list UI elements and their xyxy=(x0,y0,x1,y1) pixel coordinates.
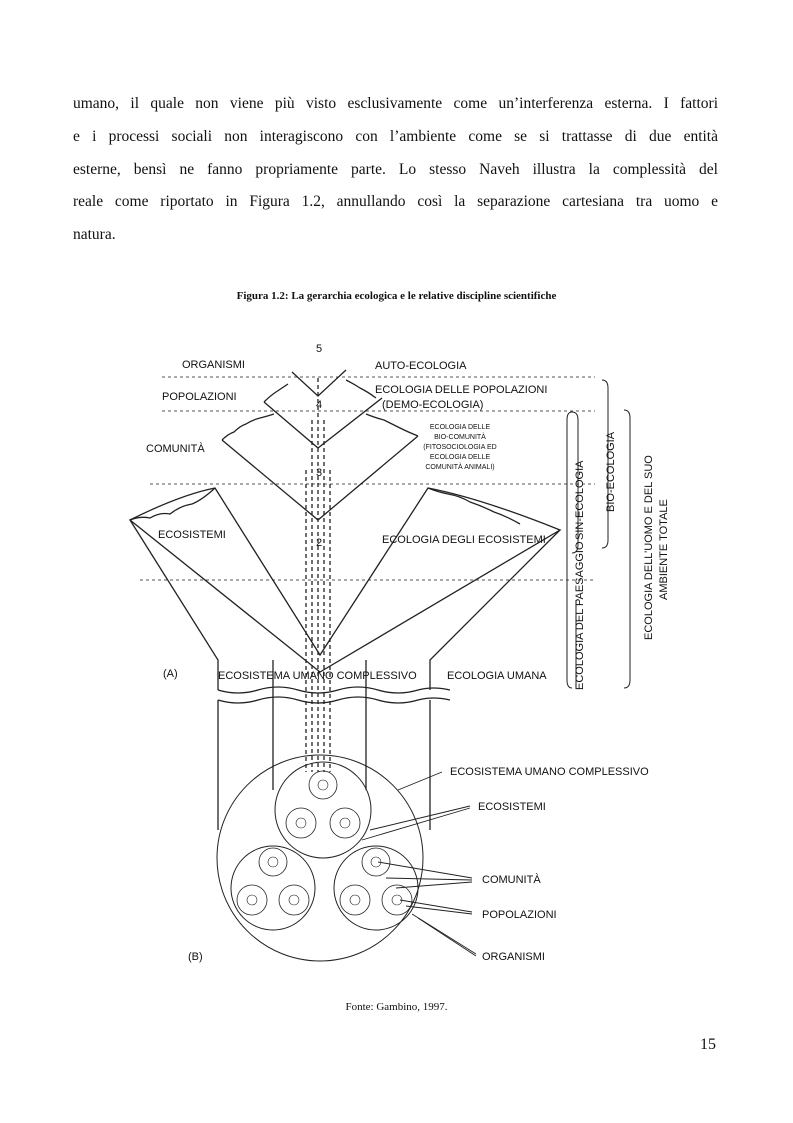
label-demo-ecologia: (DEMO-ECOLOGIA) xyxy=(382,399,484,411)
label-bio-3: (FITOSOCIOLOGIA ED xyxy=(423,444,497,451)
page-number: 15 xyxy=(700,1036,716,1053)
label-ecosistema-umano-b: ECOSISTEMA UMANO COMPLESSIVO xyxy=(450,766,649,778)
label-bio-4: ECOLOGIA DELLE xyxy=(429,454,491,461)
label-ecologia-umana: ECOLOGIA UMANA xyxy=(447,670,547,682)
label-popolazioni: POPOLAZIONI xyxy=(162,391,237,403)
label-ecologia-uomo-2: AMBIENTE TOTALE xyxy=(658,499,670,600)
label-bio-1: ECOLOGIA DELLE xyxy=(429,424,491,431)
label-b-popolazioni: POPOLAZIONI xyxy=(482,909,557,921)
label-ecologia-ecosistemi: ECOLOGIA DEGLI ECOSISTEMI xyxy=(382,534,546,546)
figure-source: Fonte: Gambino, 1997. xyxy=(345,1001,448,1013)
part-a-marker: (A) xyxy=(163,668,178,680)
label-ecosistemi: ECOSISTEMI xyxy=(158,529,226,541)
label-sin-ecologia: SIN-ECOLOGIA xyxy=(574,460,586,540)
label-ecologia-uomo-1: ECOLOGIA DELL’UOMO E DEL SUO xyxy=(643,455,655,640)
level-number: 5 xyxy=(316,343,323,355)
label-auto-ecologia: AUTO-ECOLOGIA xyxy=(375,360,467,372)
level-number: 3 xyxy=(316,467,323,479)
label-bio-5: COMUNITÀ ANIMALI) xyxy=(425,464,495,471)
nested-circles xyxy=(217,755,423,961)
label-comunita: COMUNITÀ xyxy=(146,443,205,455)
figure-caption: Figura 1.2: La gerarchia ecologica e le relative discipline scientifiche xyxy=(236,290,557,302)
label-ecosistema-umano-a: ECOSISTEMA UMANO COMPLESSIVO xyxy=(218,670,417,682)
label-organismi: ORGANISMI xyxy=(182,359,245,371)
paragraph-line: umano, il quale non viene più visto esclusivamente come un’interferenza esterna. I fattori xyxy=(73,95,718,112)
paragraph-line: reale come riportato in Figura 1.2, annullando così la separazione cartesiana tra uomo e xyxy=(73,193,718,211)
paragraph-line: natura. xyxy=(73,226,116,244)
label-bio-ecologia: BIO-ECOLOGIA xyxy=(605,431,617,512)
paragraph-line: esterne, bensì ne fanno propriamente parte. Lo stesso Naveh illustra la complessità del xyxy=(73,160,718,178)
cones xyxy=(130,370,560,830)
label-b-ecosistemi: ECOSISTEMI xyxy=(478,801,546,813)
part-b-marker: (B) xyxy=(188,951,203,963)
level-number: 2 xyxy=(316,537,323,549)
label-b-comunita: COMUNITÀ xyxy=(482,874,541,886)
label-ecologia-paesaggio: ECOLOGIA DEL PAESAGGIO xyxy=(574,541,586,690)
label-bio-2: BIO-COMUNITÀ xyxy=(434,434,486,441)
label-ecologia-popolazioni: ECOLOGIA DELLE POPOLAZIONI xyxy=(375,384,548,396)
level-number: 4 xyxy=(316,399,323,411)
paragraph-line: e i processi sociali non interagiscono con l’ambiente come se si trattasse di due entità xyxy=(73,127,718,145)
label-b-organismi: ORGANISMI xyxy=(482,951,545,963)
leader-lines xyxy=(362,772,476,956)
